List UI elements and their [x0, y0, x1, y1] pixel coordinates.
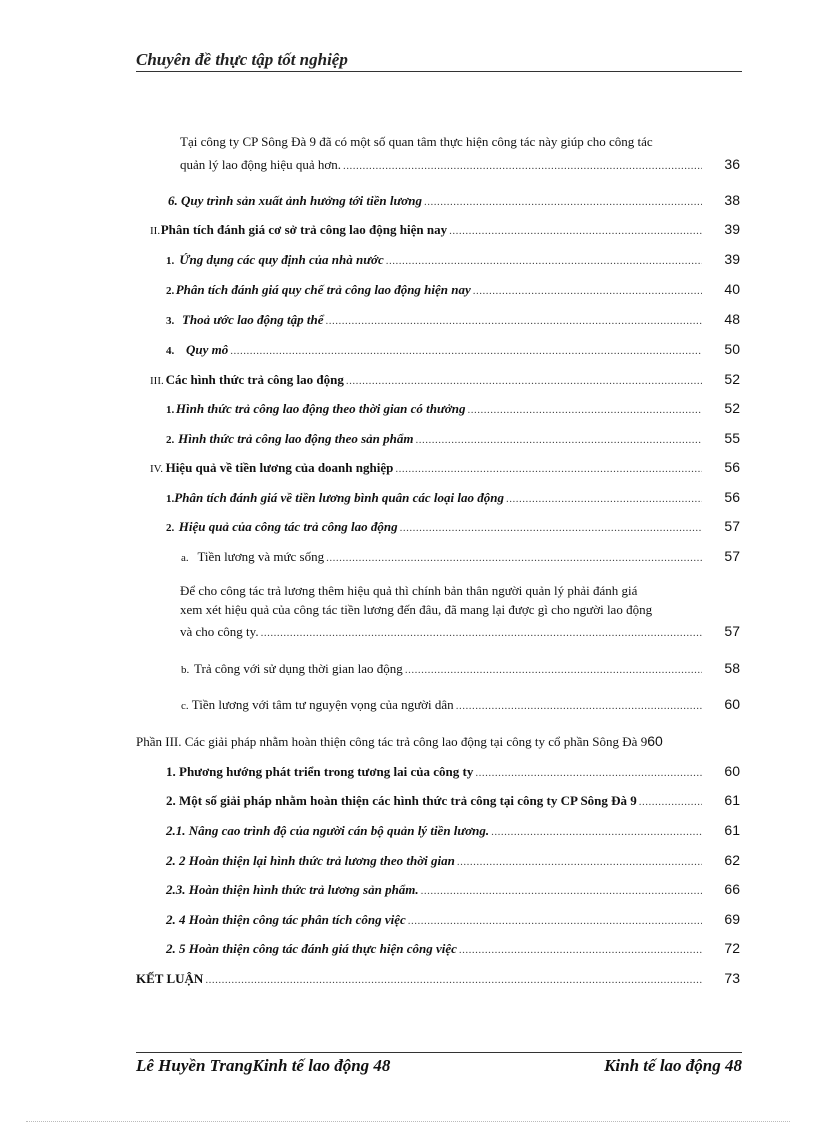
- toc-entry-text: Quy mô: [185, 342, 229, 357]
- toc-entry[interactable]: [166, 430, 740, 448]
- para-line-2: xem xét hiệu quả của công tác tiền lương đến đâu, đã mang lại được gì cho người lao động: [180, 602, 653, 617]
- toc-page-number: 55: [724, 430, 740, 446]
- toc-page-number: 60: [647, 733, 663, 749]
- toc-entry-text: Phần III. Các giải pháp nhằm hoàn thiện công tác trả công lao động tại công ty cổ phần Sông Đà 9: [136, 734, 648, 749]
- toc-leader-dots: [491, 824, 702, 840]
- toc-leader-dots: [230, 343, 702, 359]
- toc-leader-dots: [475, 765, 702, 781]
- toc-leader-dots: [408, 913, 702, 929]
- toc-entry-text: Tiền lương và mức sống: [197, 549, 325, 564]
- toc-page-number: 38: [724, 192, 740, 208]
- toc-entry-number: b.: [181, 664, 190, 676]
- header-divider: [136, 71, 742, 72]
- page-header-title: Chuyên đề thực tập tốt nghiệp: [136, 50, 348, 69]
- toc-entry[interactable]: [166, 518, 740, 536]
- toc-page-number: 57: [724, 518, 740, 534]
- toc-entry[interactable]: [150, 459, 740, 477]
- toc-entry-text: quản lý lao động hiệu quả hơn.: [180, 157, 342, 172]
- toc-page-number: 69: [724, 911, 740, 927]
- toc-entry-number: a.: [181, 552, 189, 564]
- toc-entry-text: Trả công với sử dụng thời gian lao động: [194, 661, 403, 676]
- toc-leader-dots: [326, 550, 702, 566]
- toc-leader-dots: [395, 461, 702, 477]
- toc-page-number: 40: [724, 281, 740, 297]
- toc-page-number: 73: [724, 970, 740, 986]
- toc-entry-text: 2. 5 Hoàn thiện công tác đánh giá thực hiện công việc: [166, 941, 457, 956]
- toc-entry[interactable]: [166, 911, 740, 929]
- toc-entry-text: Ứng dụng các quy định của nhà nước: [179, 252, 384, 267]
- toc-leader-dots: [449, 223, 702, 239]
- toc-page-number: 66: [724, 881, 740, 897]
- toc-leader-dots: [473, 283, 702, 299]
- toc-leader-dots: [415, 432, 702, 448]
- toc-entry-text: 1. Phương hướng phát triển trong tương lai của công ty: [166, 764, 474, 779]
- toc-entry-number: 1.: [166, 255, 175, 267]
- toc-entry-text: Phân tích đánh giá quy chế trả công lao động hiện nay: [175, 282, 471, 297]
- toc-page-number: 52: [724, 400, 740, 416]
- toc-entry-text: Tiền lương với tâm tư nguyện vọng của người dân: [191, 697, 454, 712]
- toc-entry[interactable]: [166, 489, 740, 507]
- toc-entry-text: Hình thức trả công lao động theo sản phẩm: [178, 431, 414, 446]
- footer-department: Kinh tế lao động 48: [604, 1056, 742, 1075]
- toc-entry-para[interactable]: [180, 623, 740, 641]
- toc-entry-text: KẾT LUẬN: [136, 971, 204, 986]
- toc-leader-dots: [457, 854, 702, 870]
- toc-entry[interactable]: [166, 400, 740, 418]
- toc-entry[interactable]: [166, 792, 740, 810]
- toc-entry-number: 2.: [166, 285, 175, 297]
- toc-entry[interactable]: [181, 660, 740, 678]
- footer-divider: [136, 1052, 742, 1053]
- toc-entry-number: 4.: [166, 345, 175, 357]
- toc-leader-dots: [386, 253, 702, 269]
- toc-page-number: 52: [724, 371, 740, 387]
- toc-page-number: 60: [724, 763, 740, 779]
- toc-entry[interactable]: [168, 192, 740, 210]
- toc-entry-text: 2. Một số giải pháp nhằm hoàn thiện các hình thức trả công tại công ty CP Sông Đà 9: [166, 793, 637, 808]
- toc-page-number: 56: [724, 489, 740, 505]
- toc-entry-number: 2.: [166, 522, 175, 534]
- toc-leader-dots: [405, 662, 702, 678]
- toc-entry-text: 2. 2 Hoàn thiện lại hình thức trả lương theo thời gian: [166, 853, 455, 868]
- toc-page-number: 39: [724, 221, 740, 237]
- toc-page-number: 48: [724, 311, 740, 327]
- toc-entry-number: 3.: [166, 315, 175, 327]
- page-bottom-edge: [26, 1121, 790, 1122]
- toc-entry-number: c.: [181, 700, 189, 712]
- toc-entry-text: Thoả ước lao động tập thể: [181, 312, 324, 327]
- toc-entry[interactable]: [166, 251, 740, 269]
- toc-entry-number: II.: [150, 225, 161, 237]
- toc-page-number: 62: [724, 852, 740, 868]
- toc-entry[interactable]: [166, 281, 740, 299]
- toc-page-number: 50: [724, 341, 740, 357]
- toc-leader-dots: [459, 942, 702, 958]
- toc-leader-dots: [421, 883, 702, 899]
- toc-entry-text: 2.3. Hoàn thiện hình thức trả lương sản phẩm.: [166, 882, 419, 897]
- toc-entry-text: Hiệu quả về tiền lương của doanh nghiệp: [165, 460, 394, 475]
- toc-entry-number: III.: [150, 375, 164, 387]
- toc-leader-dots: [400, 520, 702, 536]
- toc-leader-dots: [325, 313, 702, 329]
- toc-entry-text: 2. 4 Hoàn thiện công tác phân tích công việc: [166, 912, 406, 927]
- toc-leader-dots: [261, 625, 702, 641]
- toc-leader-dots: [506, 491, 702, 507]
- toc-entry-text: Các hình thức trả công lao động: [165, 372, 344, 387]
- toc-entry-part3[interactable]: [136, 733, 750, 750]
- footer-author: Lê Huyền TrangKinh tế lao động 48: [136, 1056, 391, 1075]
- toc-page-number: 72: [724, 940, 740, 956]
- toc-page-number: 57: [724, 548, 740, 564]
- toc-entry[interactable]: [181, 696, 740, 714]
- toc-page-number: 61: [724, 822, 740, 838]
- toc-entry-conclusion[interactable]: [136, 970, 740, 988]
- para-line-1: Để cho công tác trả lương thêm hiệu quả thì chính bản thân người quản lý phải đánh giá: [180, 583, 638, 598]
- toc-entry[interactable]: [150, 371, 740, 389]
- toc-entry[interactable]: [181, 548, 740, 566]
- toc-leader-dots: [343, 158, 702, 174]
- toc-entry-number: 2.: [166, 434, 175, 446]
- toc-page-number: 56: [724, 459, 740, 475]
- toc-leader-dots: [346, 373, 702, 389]
- toc-entry-text: Phân tích đánh giá về tiền lương bình quân các loại lao động: [174, 490, 505, 505]
- toc-entry[interactable]: [166, 881, 740, 899]
- toc-entry[interactable]: [150, 221, 740, 239]
- toc-page-number: 36: [724, 156, 740, 172]
- toc-entry-text: Hiệu quả của công tác trả công lao động: [178, 519, 398, 534]
- toc-entry-text: và cho công ty.: [180, 624, 259, 639]
- toc-page-number: 61: [724, 792, 740, 808]
- toc-entry-intro[interactable]: [180, 156, 740, 174]
- intro-line-1: Tại công ty CP Sông Đà 9 đã có một số quan tâm thực hiện công tác này giúp cho công tác: [180, 134, 653, 149]
- toc-entry-number: 1.: [166, 493, 175, 505]
- toc-entry[interactable]: [166, 763, 740, 781]
- toc-page-number: 39: [724, 251, 740, 267]
- toc-entry[interactable]: [166, 341, 740, 359]
- toc-entry-text: 6. Quy trình sản xuất ảnh hưởng tới tiền lương: [168, 193, 422, 208]
- toc-entry[interactable]: [166, 940, 740, 958]
- toc-leader-dots: [456, 698, 702, 714]
- toc-leader-dots: [639, 794, 702, 810]
- toc-entry-number: 1.: [166, 404, 175, 416]
- toc-page-number: 57: [724, 623, 740, 639]
- toc-page-number: 58: [724, 660, 740, 676]
- toc-entry-text: Hình thức trả công lao động theo thời gian có thưởng: [175, 401, 466, 416]
- toc-page-number: 60: [724, 696, 740, 712]
- toc-entry-text: Phân tích đánh giá cơ sở trả công lao động hiện nay: [160, 222, 448, 237]
- toc-leader-dots: [205, 972, 702, 988]
- toc-leader-dots: [468, 402, 702, 418]
- toc-entry[interactable]: [166, 822, 740, 840]
- toc-leader-dots: [424, 194, 702, 210]
- toc-entry[interactable]: [166, 311, 740, 329]
- toc-entry-number: IV.: [150, 463, 163, 475]
- toc-entry[interactable]: [166, 852, 740, 870]
- toc-entry-text: 2.1. Nâng cao trình độ của người cán bộ quản lý tiền lương.: [166, 823, 490, 838]
